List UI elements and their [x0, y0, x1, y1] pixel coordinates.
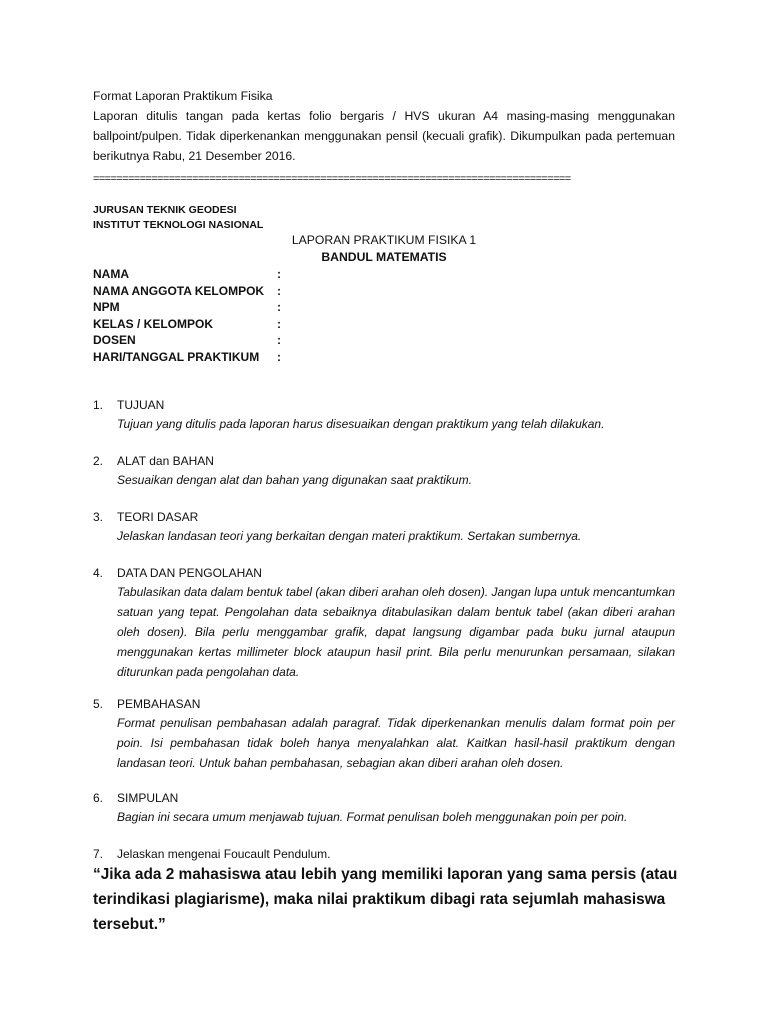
- section-title: PEMBAHASAN: [117, 697, 201, 711]
- section-title: Jelaskan mengenai Foucault Pendulum.: [117, 847, 331, 861]
- section-simpulan: [93, 789, 675, 827]
- field-label: DOSEN: [93, 333, 136, 347]
- plagiarism-warning: “Jika ada 2 mahasiswa atau lebih yang memiliki laporan yang sama persis (atau terindikasi plagiarisme), maka nilai praktikum dibagi rata sejumlah mahasiswa tersebut.”: [93, 866, 678, 933]
- separator-line: ==================================================================================: [93, 173, 571, 185]
- section-pembahasan: [93, 695, 675, 773]
- field-colon: :: [277, 283, 281, 298]
- section-heading: [93, 789, 675, 807]
- section-data-pengolahan: [93, 564, 675, 682]
- report-subtitle: BANDUL MATEMATIS: [321, 250, 447, 264]
- institution-name: INSTITUT TEKNOLOGI NASIONAL: [93, 219, 264, 231]
- section-body: Tabulasikan data dalam bentuk tabel (akan diberi arahan oleh dosen). Jangan lupa untuk mencantumkan satuan yang tepat. Pengolahan data sebaiknya ditabulasikan dalam bentuk tabel (akan diberi arahan oleh dosen). Bila perlu menggambar grafik, dapat langsung digambar pada buku jurnal ataupun menggunakan kertas millimeter block ataupun hasil print. Bila perlu menurunkan persamaan, silakan diturunkan pada pengolahan data.: [117, 585, 675, 679]
- section-alat-bahan: [93, 452, 675, 490]
- section-title: SIMPULAN: [117, 791, 179, 805]
- field-label: NAMA: [93, 267, 129, 281]
- field-colon: :: [277, 349, 281, 364]
- instructions-paragraph: Laporan ditulis tangan pada kertas folio bergaris / HVS ukuran A4 masing-masing menggunakan ballpoint/pulpen. Tidak diperkenankan menggunakan pensil (kecuali grafik). Dikumpulkan pada pertemuan berikutnya Rabu, 21 Desember 2016.: [93, 109, 675, 163]
- institution-block: [93, 203, 263, 233]
- report-title: LAPORAN PRAKTIKUM FISIKA 1: [291, 233, 477, 247]
- section-title: DATA DAN PENGOLAHAN: [117, 566, 262, 580]
- section-heading: [93, 508, 675, 526]
- section-heading: [93, 452, 675, 470]
- department-name: JURUSAN TEKNIK GEODESI: [93, 204, 237, 216]
- section-body: Format penulisan pembahasan adalah paragraf. Tidak diperkenankan menulis dalam format poin per poin. Isi pembahasan tidak boleh hanya menyalahkan alat. Kaitkan hasil-hasil praktikum dengan landasan teori. Untuk bahan pembahasan, sebagian akan diberi arahan oleh dosen.: [117, 716, 675, 770]
- section-number: 4.: [93, 566, 104, 580]
- section-number: 3.: [93, 510, 104, 524]
- section-body: Bagian ini secara umum menjawab tujuan. Format penulisan boleh menggunakan poin per poin.: [117, 810, 628, 824]
- intro-block: [93, 86, 675, 166]
- section-heading: [93, 695, 675, 713]
- section-number: 1.: [93, 398, 104, 412]
- section-body: Tujuan yang ditulis pada laporan harus disesuaikan dengan praktikum yang telah dilakukan.: [117, 417, 605, 431]
- section-teori-dasar: [93, 508, 675, 546]
- section-title: TEORI DASAR: [117, 510, 199, 524]
- section-tujuan: [93, 396, 675, 434]
- field-colon: :: [277, 300, 281, 314]
- field-label: NPM: [93, 300, 120, 314]
- section-foucault: [93, 845, 675, 863]
- section-body: Sesuaikan dengan alat dan bahan yang digunakan saat praktikum.: [117, 473, 472, 487]
- section-title: ALAT dan BAHAN: [117, 454, 214, 468]
- field-label: NAMA ANGGOTA KELOMPOK: [93, 283, 265, 298]
- section-heading: [93, 564, 675, 582]
- section-title: TUJUAN: [117, 398, 165, 412]
- section-number: 5.: [93, 697, 104, 711]
- section-number: 2.: [93, 454, 104, 468]
- format-title: Format Laporan Praktikum Fisika: [93, 89, 273, 103]
- section-heading: [93, 845, 675, 863]
- field-colon: :: [277, 333, 281, 347]
- section-number: 7.: [93, 847, 104, 861]
- section-heading: [93, 396, 675, 414]
- field-colon: :: [277, 316, 281, 331]
- field-colon: :: [277, 267, 281, 281]
- section-body: Jelaskan landasan teori yang berkaitan dengan materi praktikum. Sertakan sumbernya.: [117, 529, 582, 543]
- field-label: KELAS / KELOMPOK: [93, 316, 214, 331]
- field-label: HARI/TANGGAL PRAKTIKUM: [93, 349, 260, 364]
- section-number: 6.: [93, 791, 104, 805]
